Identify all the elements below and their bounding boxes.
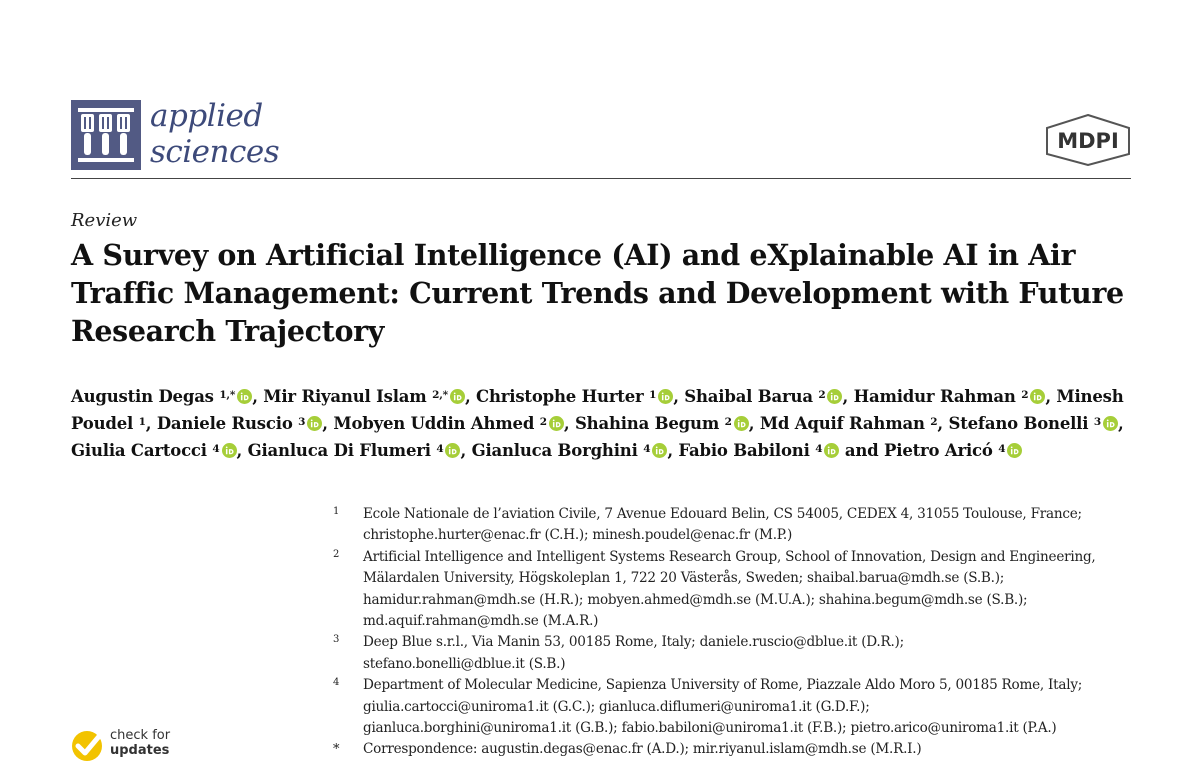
journal-logo-icon: [71, 100, 141, 170]
paper-title: A Survey on Artificial Intelligence (AI) and eXplainable AI in Air Traffic Management: Current Trends and Development with Future Research Trajectory: [71, 238, 1124, 348]
author-affiliation-mark: 3: [1093, 416, 1101, 428]
affiliation-line: gianluca.borghini@uniroma1.it (G.B.); fabio.babiloni@uniroma1.it (F.B.); pietro.arico@uniroma1.it (P.A.): [363, 720, 1057, 737]
author-affiliation-mark: 2,*: [432, 389, 448, 401]
author-affiliation-mark: 2: [930, 416, 938, 428]
author-name: Gianluca Di Flumeri: [247, 441, 431, 460]
affiliation-item: [333, 504, 1153, 547]
orcid-icon[interactable]: [827, 389, 842, 404]
affiliation-number: 4: [333, 677, 340, 689]
author-affiliation-mark: 1: [649, 389, 657, 401]
author-name: Mobyen Uddin Ahmed: [333, 414, 535, 433]
publisher-name: MDPI: [1057, 129, 1119, 153]
author-name: Minesh Poudel: [71, 387, 1124, 433]
affiliation-item: [333, 675, 1153, 739]
orcid-icon[interactable]: [734, 416, 749, 431]
orcid-icon[interactable]: [1030, 389, 1045, 404]
author-list: Augustin Degas $^{1,*}$ , Mir Riyanul Islam $^{2,*}$ , Christophe Hurter $^1$ , Shaibal Barua $^2$ , Hamidur Rahman $^2$ , Minesh Poudel $^1$, Daniele Ruscio $^3$ , Mobyen Uddin Ahmed $^2$ , Shahina Begum $^2$ , Md Aquif Rahman $^2$, Stefano Bonelli $^3$ , Giulia Cartocci $^4$ , Gianluca Di Flumeri $^4$ , Gianluca Borghini $^4$ , Fabio Babiloni $^4$ and Pietro Aricó $^4$: [71, 387, 1124, 460]
header-rule: [71, 178, 1131, 179]
orcid-icon[interactable]: [549, 416, 564, 431]
affiliation-line: giulia.cartocci@uniroma1.it (G.C.); gianluca.diflumeri@uniroma1.it (G.D.F.);: [363, 698, 870, 715]
check-for-updates-badge[interactable]: [70, 727, 180, 767]
affiliation-line: Artificial Intelligence and Intelligent Systems Research Group, School of Innovation, Design and Engineering,: [363, 548, 1096, 565]
orcid-icon[interactable]: [652, 443, 667, 458]
affiliation-number: 1: [333, 506, 340, 517]
affiliation-number: 2: [333, 548, 340, 560]
orcid-icon[interactable]: [1007, 443, 1022, 458]
orcid-icon[interactable]: [658, 389, 673, 404]
affiliation-line: hamidur.rahman@mdh.se (H.R.); mobyen.ahmed@mdh.se (M.U.A.); shahina.begum@mdh.se (S.B.);: [363, 591, 1028, 608]
author-name: Fabio Babiloni: [678, 441, 810, 460]
orcid-icon[interactable]: [1103, 416, 1118, 431]
journal-name-line2: sciences: [150, 134, 280, 170]
correspondence-text: Correspondence: augustin.degas@enac.fr (A.D.); mir.riyanul.islam@mdh.se (M.R.I.): [363, 741, 922, 758]
author-affiliation-mark: 4: [643, 443, 651, 455]
author-name: Augustin Degas: [71, 387, 214, 406]
author-name: Mir Riyanul Islam: [263, 387, 427, 406]
orcid-icon[interactable]: [237, 389, 252, 404]
author-name: Md Aquif Rahman: [759, 414, 925, 433]
author-affiliation-mark: 1,*: [219, 389, 236, 401]
affiliation-line: Mälardalen University, Högskoleplan 1, 722 20 Västerås, Sweden; shaibal.barua@mdh.se (S.B.);: [363, 570, 1005, 587]
author-affiliation-mark: 4: [212, 443, 220, 455]
author-affiliation-mark: 2: [1021, 389, 1029, 401]
orcid-icon[interactable]: [450, 389, 465, 404]
mdpi-logo-icon: [1045, 114, 1131, 166]
author-affiliation-mark: 2: [539, 416, 547, 428]
affiliation-item: [333, 547, 1153, 633]
author-name: Giulia Cartocci: [71, 441, 207, 460]
affiliation-line: Deep Blue s.r.l., Via Manin 53, 00185 Rome, Italy; daniele.ruscio@dblue.it (D.R.);: [363, 634, 904, 651]
orcid-icon[interactable]: [445, 443, 460, 458]
affiliation-item: [333, 632, 1153, 675]
author-name: Pietro Aricó: [884, 441, 993, 460]
author-name: Stefano Bonelli: [948, 414, 1089, 433]
journal-name-line1: applied: [150, 98, 263, 134]
correspondence-mark: *: [333, 742, 340, 758]
author-affiliation-mark: 3: [298, 416, 306, 428]
author-affiliation-mark: 1: [138, 416, 146, 428]
check-updates-line1: check for: [110, 728, 171, 743]
affiliation-line: Department of Molecular Medicine, Sapienza University of Rome, Piazzale Aldo Moro 5, 00185 Rome, Italy;: [363, 677, 1083, 694]
check-updates-line2: updates: [110, 743, 170, 758]
author-name: Shahina Begum: [574, 414, 720, 433]
affiliation-line: christophe.hurter@enac.fr (C.H.); minesh.poudel@enac.fr (M.P.): [363, 527, 793, 544]
journal-name: [150, 98, 279, 170]
author-name: Hamidur Rahman: [853, 387, 1016, 406]
orcid-icon[interactable]: [307, 416, 322, 431]
affiliation-number: 3: [333, 634, 340, 646]
author-name: Gianluca Borghini: [471, 441, 638, 460]
author-affiliation-mark: 2: [818, 389, 826, 401]
article-type: Review: [71, 210, 138, 231]
author-name: Daniele Ruscio: [156, 414, 293, 433]
check-updates-icon: [70, 727, 106, 763]
author-affiliation-mark: 4: [436, 443, 444, 455]
author-name: Shaibal Barua: [684, 387, 813, 406]
affiliation-line: stefano.bonelli@dblue.it (S.B.): [363, 655, 566, 672]
orcid-icon[interactable]: [824, 443, 839, 458]
author-affiliation-mark: 2: [724, 416, 732, 428]
affiliation-line: md.aquif.rahman@mdh.se (M.A.R.): [363, 613, 599, 630]
orcid-icon[interactable]: [222, 443, 237, 458]
affiliation-line: Ecole Nationale de l’aviation Civile, 7 Avenue Edouard Belin, CS 54005, CEDEX 4, 31055 Toulouse, France;: [363, 506, 1082, 522]
author-affiliation-mark: 4: [815, 443, 823, 455]
correspondence: [333, 739, 1153, 760]
affiliation-list: [333, 504, 1153, 761]
author-name: Christophe Hurter: [476, 387, 644, 406]
author-affiliation-mark: 4: [998, 443, 1006, 455]
